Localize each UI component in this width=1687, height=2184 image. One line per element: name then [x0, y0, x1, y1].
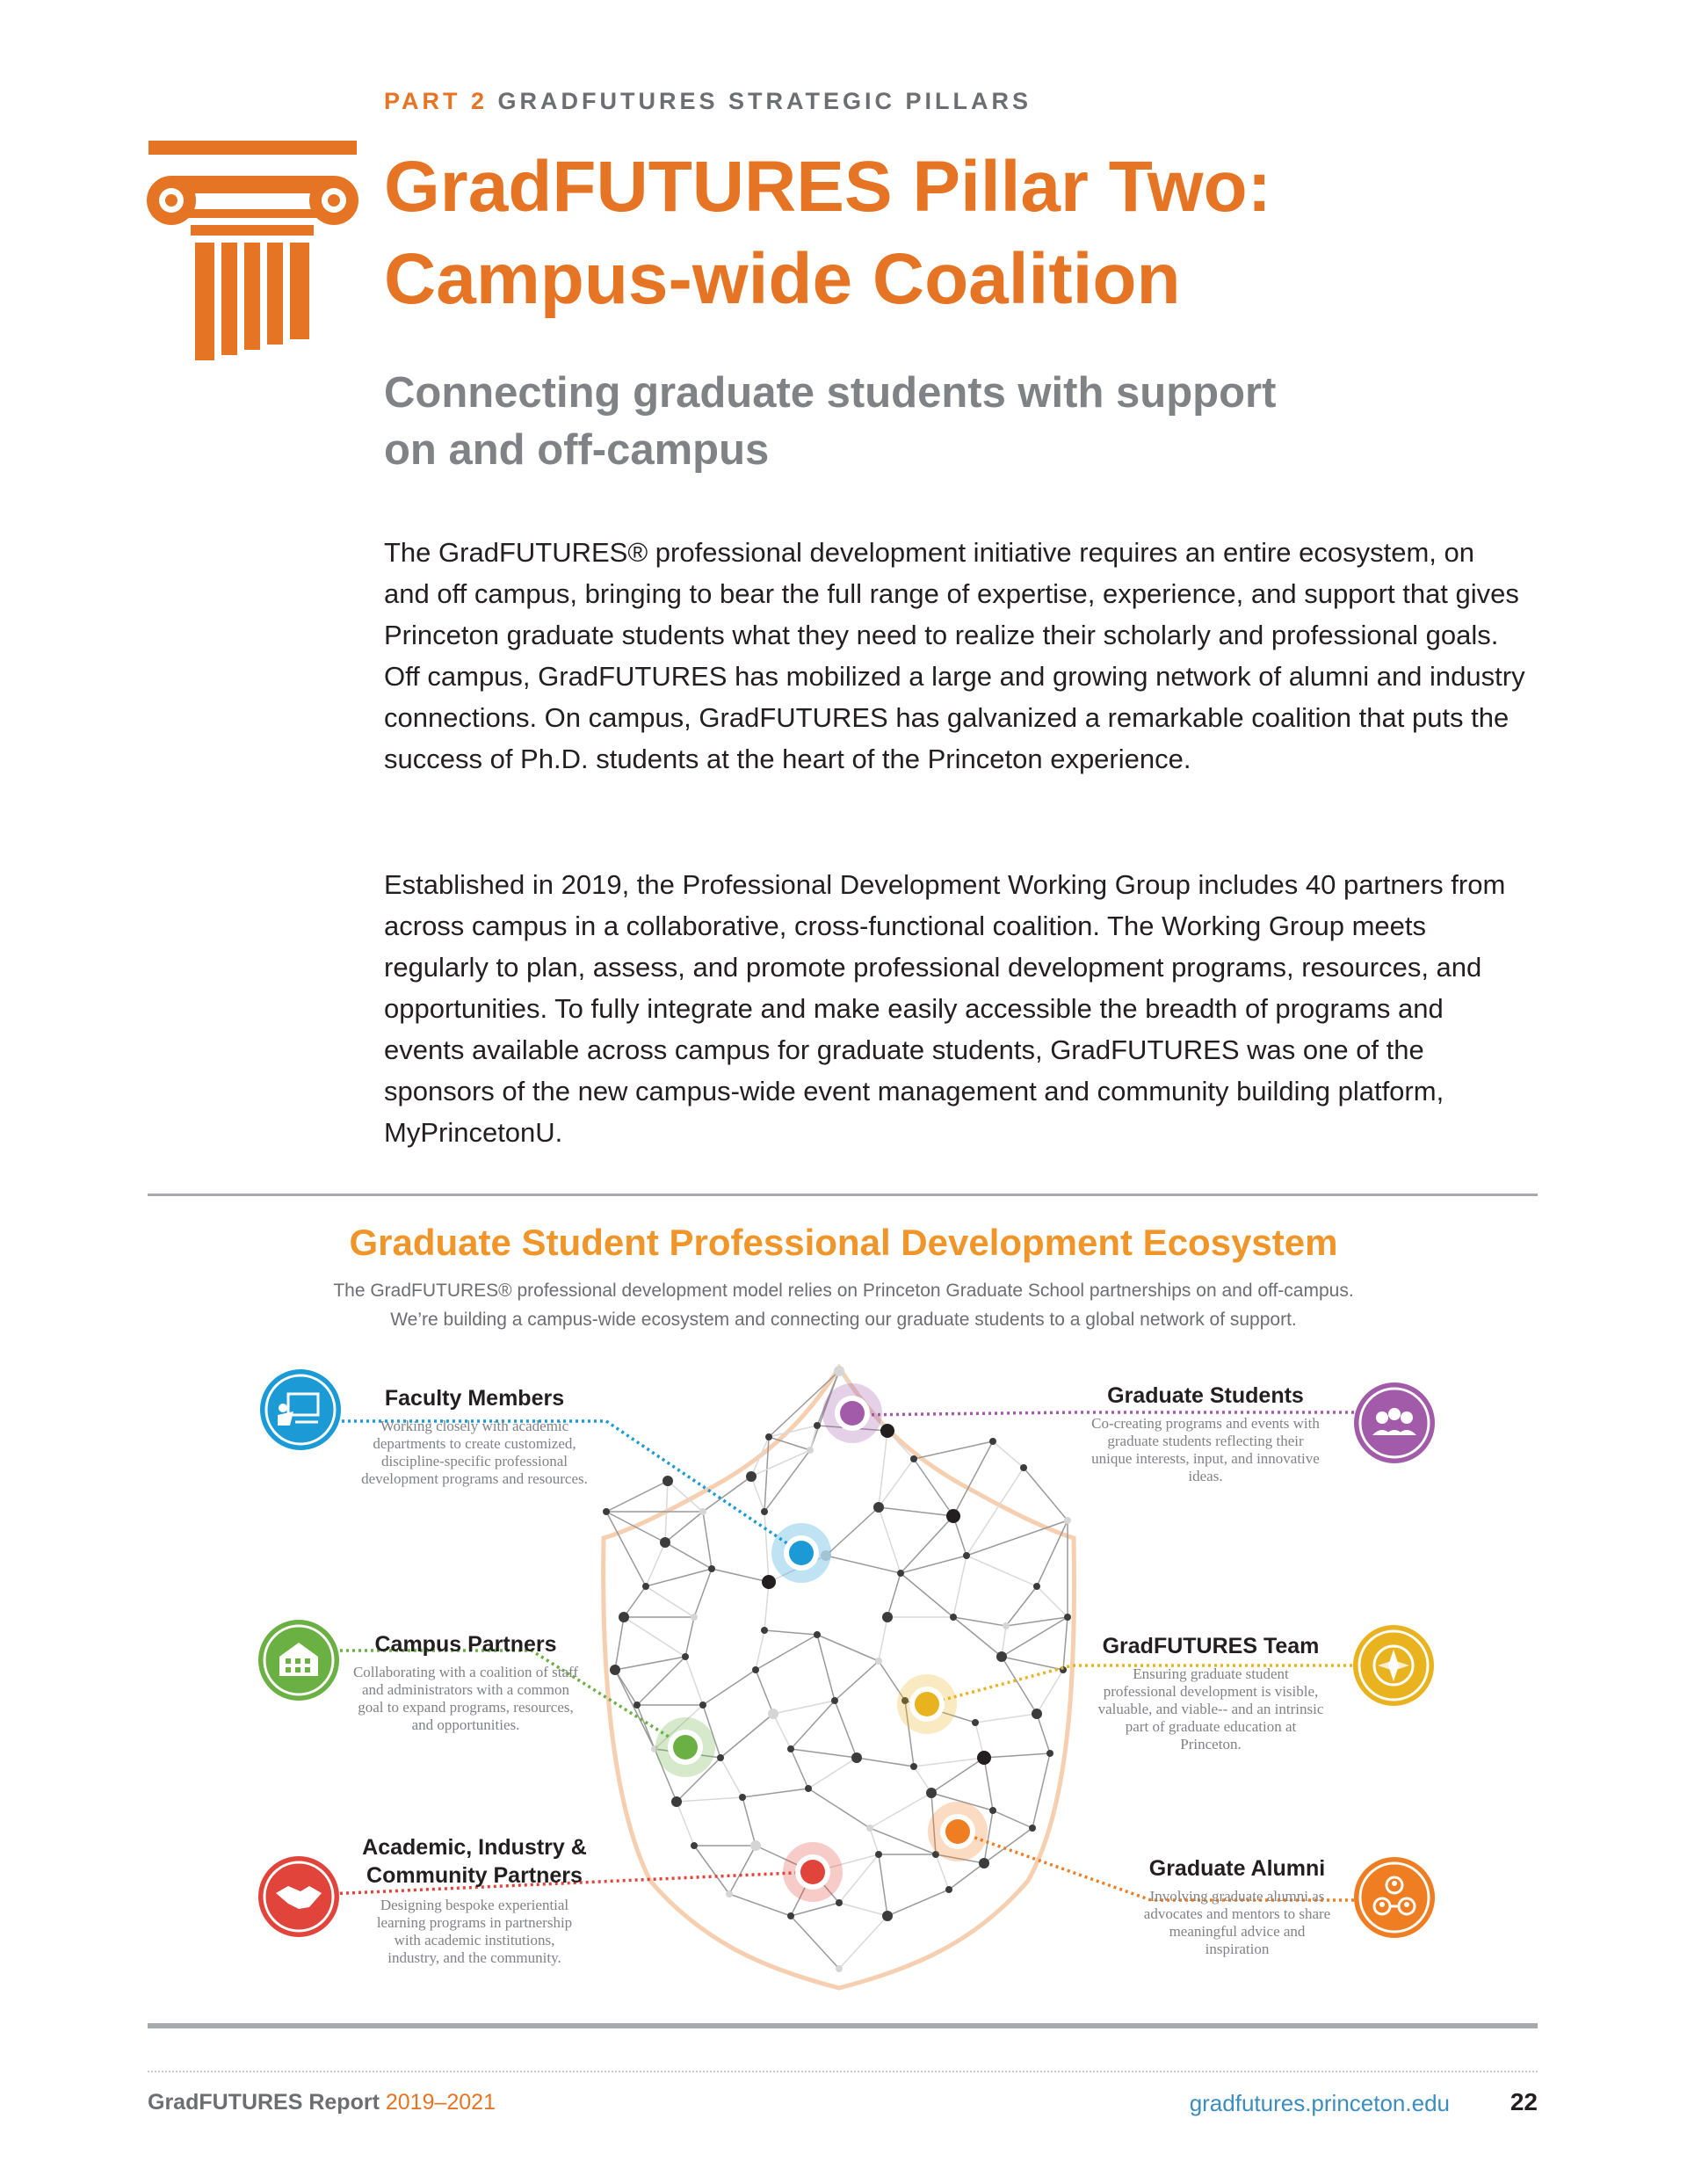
mesh-link: [646, 1542, 665, 1586]
mesh-point: [989, 1438, 996, 1445]
mesh-point: [979, 1858, 989, 1868]
subtitle-line-2: on and off-campus: [384, 426, 770, 474]
mesh-link: [1002, 1657, 1063, 1670]
ecosystem-diagram: [0, 1353, 1687, 2021]
mesh-link: [808, 1789, 870, 1828]
mesh-point: [765, 1433, 772, 1440]
mesh-link: [914, 1441, 993, 1459]
mesh-link: [1063, 1617, 1068, 1670]
teacher-icon: [260, 1369, 341, 1450]
mesh-point: [910, 1455, 917, 1462]
mesh-link: [967, 1556, 1037, 1586]
mesh-link: [742, 1789, 808, 1797]
mesh-point: [910, 1763, 917, 1770]
body-paragraph-1: [384, 532, 1526, 780]
mesh-point: [880, 1424, 894, 1438]
node-title: Graduate Alumni: [1148, 1856, 1326, 1881]
handshake-icon: [258, 1856, 339, 1937]
mesh-point: [945, 1886, 952, 1893]
mesh-link: [808, 1758, 857, 1789]
node-faculty-members: [334, 1384, 615, 1488]
mesh-point: [739, 1794, 746, 1801]
mesh-point: [671, 1796, 682, 1807]
mesh-point: [642, 1583, 649, 1590]
subtitle-line-1: Connecting graduate students with support: [384, 369, 1277, 417]
mesh-point: [814, 1422, 821, 1429]
body-paragraph-1-text: The GradFUTURES® professional development initiative requires an entire ecosystem, on and off campus, bringing to bear the full range of expertise, experience, and support that gives Princeton graduate students what they need to realize their scholarly and professional goals. Off campus, GradFUTURES has mobilized a large and growing network of alumni and industry connections. On campus, GradFUTURES has galvanized a remarkable coalition that puts the success of Ph.D. students at the heart of the Princeton experience.: [384, 537, 1525, 774]
mesh-link: [879, 1507, 901, 1573]
mesh-point: [787, 1745, 794, 1752]
title-line-2: Campus-wide Coalition: [384, 239, 1181, 319]
ecosystem-title: Graduate Student Professional Development Ecosystem: [349, 1222, 1338, 1263]
footer-report-title: [148, 2090, 496, 2115]
mesh-point: [708, 1565, 715, 1572]
mesh-point: [691, 1614, 698, 1621]
hub-core: [789, 1541, 814, 1565]
node-graduate-students: [1074, 1382, 1337, 1485]
mesh-link: [839, 1903, 887, 1916]
mesh-link: [870, 1828, 879, 1854]
mesh-point: [726, 1890, 733, 1897]
mesh-link: [984, 1828, 1032, 1863]
mesh-point: [963, 1552, 970, 1559]
mesh-link: [764, 1512, 769, 1582]
mesh-point: [814, 1631, 821, 1638]
mesh-link: [817, 1635, 879, 1661]
mesh-link: [870, 1828, 936, 1854]
mesh-link: [624, 1617, 685, 1657]
mesh-link: [677, 1797, 742, 1802]
hub-core: [840, 1401, 865, 1426]
mesh-link: [791, 1749, 808, 1789]
mesh-point: [746, 1471, 757, 1482]
node-title: Faculty Members: [384, 1386, 565, 1411]
mesh-point: [882, 1612, 893, 1622]
mesh-link: [1006, 1617, 1068, 1626]
body-paragraph-2: [384, 864, 1526, 1153]
mesh-point: [972, 1719, 979, 1726]
mesh-point: [989, 1807, 996, 1814]
mesh-link: [773, 1701, 835, 1714]
mesh-link: [967, 1520, 1068, 1556]
mesh-point: [761, 1508, 768, 1515]
mesh-point: [610, 1665, 620, 1675]
hub-core: [800, 1860, 825, 1884]
mesh-link: [1032, 1753, 1050, 1828]
mesh-point: [926, 1788, 937, 1798]
mesh-link: [887, 1573, 901, 1617]
mesh-link: [764, 1630, 817, 1635]
node-title: Graduate Students: [1107, 1383, 1304, 1408]
mesh-link: [857, 1758, 914, 1767]
section-label: [384, 88, 1032, 115]
mesh-link: [984, 1758, 993, 1810]
node-title: Academic, Industry & Community Partners: [362, 1835, 587, 1888]
body-paragraph-2-text: Established in 2019, the Professional Development Working Group includes 40 partners from across campus in a collaborative, cross-functional coalition. The Working Group meets regularly to plan, assess, and promote professional development programs, resources, and opportunities. To fully integrate and make easily accessible the breadth of programs and events available across campus for graduate students, GradFUTURES was one of the sponsors of the new campus-wide event management and community building platform, MyPrincetonU.: [384, 869, 1506, 1148]
mesh-link: [879, 1431, 887, 1507]
mesh-link: [1037, 1670, 1063, 1714]
mesh-link: [665, 1542, 712, 1569]
divider-top: [148, 1194, 1538, 1196]
compass-icon: [1353, 1625, 1434, 1706]
mesh-link: [901, 1556, 967, 1573]
mesh-point: [897, 1570, 904, 1577]
page-title: [384, 141, 1271, 325]
mesh-link: [936, 1854, 949, 1890]
mesh-link: [826, 1507, 879, 1556]
mesh-link: [703, 1512, 712, 1569]
mesh-link: [720, 1758, 742, 1797]
mesh-link: [791, 1701, 835, 1749]
mesh-point: [1020, 1464, 1027, 1471]
mesh-link: [887, 1890, 949, 1916]
mesh-point: [682, 1653, 689, 1660]
mesh-link: [1002, 1657, 1037, 1714]
mesh-link: [975, 1714, 1037, 1723]
node-title: Campus Partners: [374, 1632, 557, 1657]
mesh-link: [953, 1617, 1006, 1626]
mesh-link: [949, 1863, 984, 1890]
node-description: Designing bespoke experiential learning programs in partnership with academic institutions, industry, and the community.: [376, 1897, 573, 1966]
mesh-point: [882, 1911, 893, 1921]
divider-dotted: [148, 2071, 1538, 2072]
mesh-point: [750, 1840, 761, 1851]
title-line-1: GradFUTURES Pillar Two:: [384, 147, 1271, 227]
mesh-point: [1046, 1750, 1053, 1757]
mesh-point: [996, 1651, 1007, 1662]
mesh-link: [791, 1916, 839, 1969]
mesh-link: [615, 1670, 655, 1749]
mesh-link: [870, 1793, 931, 1828]
mesh-point: [977, 1751, 991, 1765]
divider-bottom: [148, 2023, 1538, 2028]
part-number: PART 2: [384, 88, 489, 114]
network-hubs: [655, 1383, 988, 1902]
mesh-point: [1064, 1614, 1071, 1621]
mesh-link: [993, 1810, 1032, 1828]
mesh-link: [826, 1556, 901, 1573]
mesh-link: [729, 1846, 756, 1894]
mesh-link: [729, 1894, 791, 1916]
mesh-link: [606, 1481, 668, 1512]
mesh-point: [834, 1366, 844, 1376]
mesh-point: [807, 1447, 814, 1454]
node-campus-partners: [325, 1630, 606, 1734]
mesh-link: [817, 1635, 835, 1701]
mesh-link: [1037, 1714, 1050, 1753]
mesh-link: [984, 1753, 1050, 1758]
mesh-link: [646, 1569, 712, 1586]
part-title: GRADFUTURES STRATEGIC PILLARS: [497, 88, 1032, 114]
ecosystem-subtitle-line-2: We’re building a campus-wide ecosystem and connecting our graduate students to a global network of support.: [390, 1310, 1297, 1330]
mesh-point: [761, 1627, 768, 1634]
node-description: Involving graduate alumni as advocates and mentors to share meaningful advice and inspiration: [1143, 1888, 1331, 1957]
mesh-point: [699, 1508, 706, 1515]
network-icon: [1354, 1857, 1435, 1938]
mesh-link: [879, 1507, 953, 1516]
mesh-link: [685, 1617, 694, 1657]
mesh-link: [773, 1714, 791, 1749]
mesh-link: [694, 1846, 729, 1894]
group-icon: [1354, 1382, 1435, 1463]
mesh-point: [866, 1825, 873, 1832]
node-description: Working closely with academic departments to create customized, discipline-specific professional development programs and resources.: [361, 1418, 588, 1487]
mesh-point: [1003, 1622, 1010, 1629]
mesh-link: [742, 1797, 756, 1846]
mesh-point: [1032, 1709, 1042, 1719]
mesh-link: [703, 1477, 751, 1512]
node-academic-industry-community-partners: [338, 1833, 611, 1967]
mesh-link: [839, 1854, 879, 1903]
hub-core: [673, 1735, 698, 1760]
mesh-link: [901, 1573, 953, 1617]
mesh-link: [624, 1586, 646, 1617]
node-graduate-alumni: [1114, 1854, 1360, 1958]
mesh-link: [835, 1661, 879, 1701]
footer-years: 2019–2021: [385, 2090, 496, 2115]
mesh-point: [1033, 1583, 1040, 1590]
hub-core: [915, 1692, 939, 1716]
mesh-point: [752, 1666, 759, 1673]
node-title: GradFUTURES Team: [1102, 1634, 1320, 1658]
shield-outline: [604, 1368, 1075, 1988]
mesh-point: [619, 1612, 629, 1622]
hub-core: [945, 1819, 970, 1844]
mesh-point: [634, 1701, 641, 1709]
mesh-point: [691, 1842, 698, 1849]
mesh-point: [699, 1701, 706, 1709]
ecosystem-subtitle-line-1: The GradFUTURES® professional development model relies on Princeton Graduate School partnerships on and off-campus.: [333, 1281, 1354, 1301]
mesh-link: [810, 1426, 817, 1450]
mesh-point: [768, 1709, 778, 1719]
mesh-link: [615, 1617, 624, 1670]
node-gradfutures-team: [1079, 1632, 1343, 1753]
mesh-link: [879, 1617, 887, 1661]
node-description: Co-creating programs and events with graduate students reflecting their unique interests, input, and innovative ideas.: [1091, 1415, 1320, 1484]
mesh-link: [751, 1477, 764, 1512]
ecosystem-subtitle: [0, 1276, 1687, 1334]
mesh-link: [953, 1556, 967, 1617]
node-description: Ensuring graduate student professional development is visible, valuable, and viable-- and an intrinsic part of graduate education at Princeton.: [1097, 1665, 1324, 1752]
mesh-point: [875, 1851, 882, 1858]
mesh-point: [1029, 1825, 1036, 1832]
mesh-point: [836, 1899, 843, 1906]
mesh-link: [879, 1854, 887, 1916]
mesh-link: [665, 1512, 703, 1542]
mesh-link: [1002, 1617, 1068, 1657]
mesh-point: [873, 1502, 884, 1513]
mesh-point: [787, 1912, 794, 1919]
mesh-link: [685, 1657, 703, 1705]
mesh-point: [851, 1752, 862, 1763]
mesh-point: [831, 1697, 838, 1704]
pillar-icon: [145, 141, 360, 360]
mesh-link: [1037, 1586, 1068, 1617]
mesh-link: [1006, 1586, 1037, 1626]
mesh-link: [646, 1586, 694, 1617]
mesh-link: [835, 1701, 857, 1758]
mesh-link: [764, 1450, 810, 1512]
mesh-point: [946, 1509, 960, 1523]
mesh-link: [756, 1630, 764, 1670]
mesh-point: [836, 1965, 843, 1972]
mesh-link: [993, 1441, 1024, 1468]
mesh-link: [953, 1441, 993, 1516]
mesh-point: [762, 1575, 776, 1589]
mesh-point: [603, 1508, 610, 1515]
mesh-point: [805, 1785, 812, 1792]
footer-report: GradFUTURES Report: [148, 2090, 380, 2115]
mesh-link: [677, 1802, 694, 1846]
node-description: Collaborating with a coalition of staff and administrators with a common goal to expand programs, resources, and opportunities.: [352, 1664, 579, 1733]
footer-url[interactable]: gradfutures.princeton.edu: [1189, 2090, 1450, 2116]
mesh-point: [717, 1754, 724, 1761]
mesh-link: [694, 1569, 712, 1617]
mesh-point: [950, 1614, 957, 1621]
mesh-point: [660, 1537, 670, 1548]
mesh-link: [791, 1903, 839, 1916]
mesh-link: [712, 1569, 769, 1582]
mesh-link: [791, 1749, 857, 1758]
mesh-link: [764, 1582, 769, 1630]
mesh-point: [875, 1658, 882, 1665]
page-number: 22: [1510, 2088, 1538, 2115]
mesh-link: [756, 1635, 817, 1670]
mesh-link: [756, 1670, 773, 1714]
mesh-link: [1024, 1468, 1068, 1520]
mesh-link: [720, 1714, 773, 1758]
mesh-point: [1064, 1517, 1071, 1524]
mesh-link: [953, 1617, 1002, 1657]
mesh-link: [839, 1916, 887, 1969]
page-subtitle: [384, 365, 1276, 479]
mesh-point: [662, 1476, 673, 1486]
mesh-link: [703, 1670, 756, 1705]
mesh-link: [901, 1516, 953, 1573]
